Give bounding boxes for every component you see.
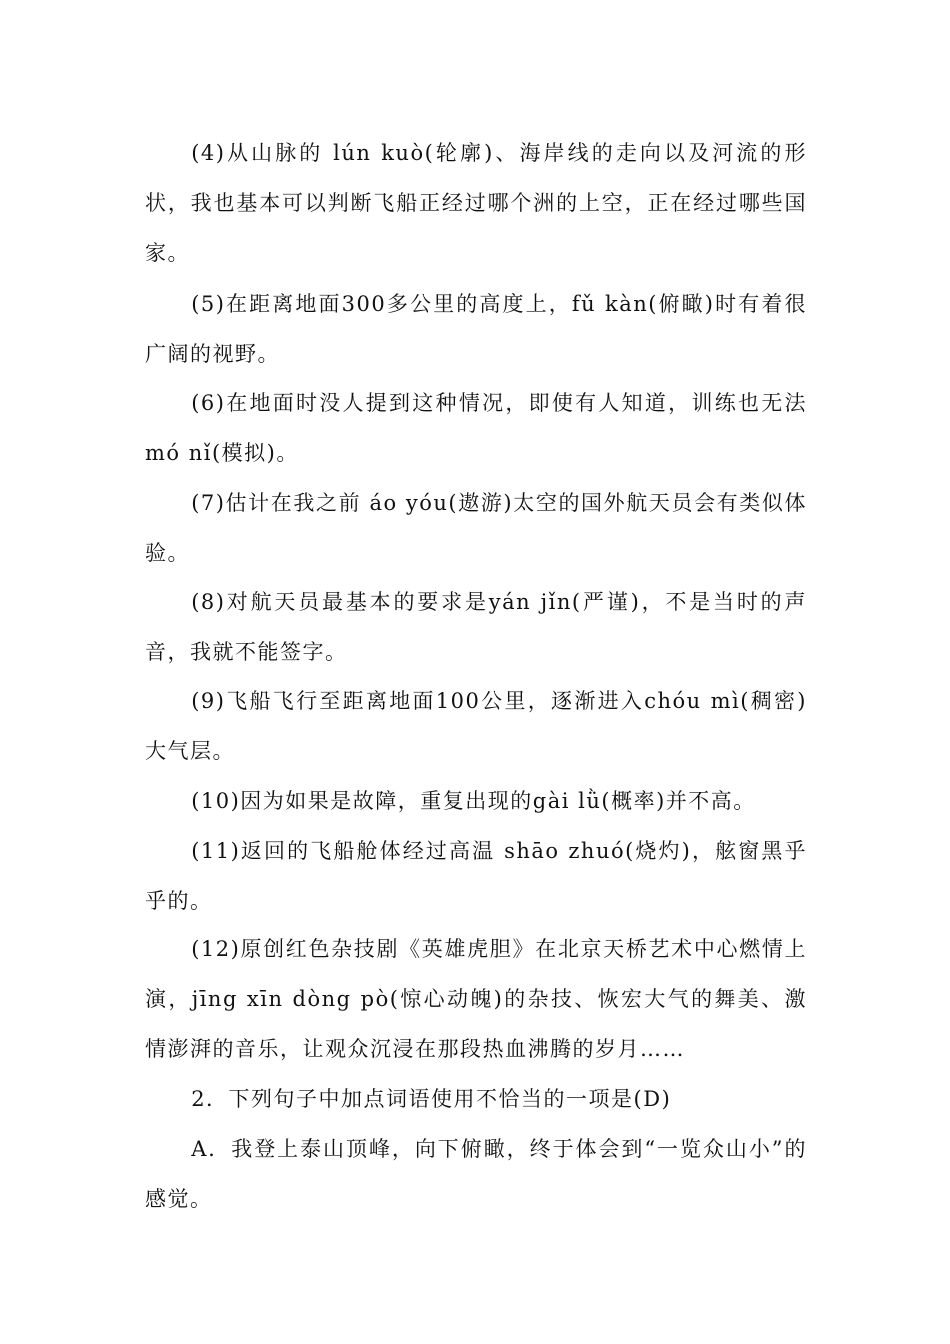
- question-2-option-a: A．我登上泰山顶峰，向下俯瞰，终于体会到“一览众山小”的感觉。: [145, 1137, 807, 1211]
- paragraph-item-12: (12)原创红色杂技剧《英雄虎胆》在北京天桥艺术中心燃情上演，jīng xīn dòng pò(惊心动魄)的杂技、恢宏大气的舞美、激情澎湃的音乐，让观众沉浸在那段热血沸腾的岁月……: [145, 937, 807, 1061]
- paragraph-item-11: (11)返回的飞船舱体经过高温 shāo zhuó(烧灼)，舷窗黑乎乎的。: [145, 839, 807, 913]
- paragraph-item-5: (5)在距离地面300多公里的高度上，fǔ kàn(俯瞰)时有着很广阔的视野。: [145, 292, 807, 366]
- paragraph-item-4: (4)从山脉的 lún kuò(轮廓)、海岸线的走向以及河流的形状，我也基本可以判断飞船正经过哪个洲的上空，正在经过哪些国家。: [145, 141, 807, 265]
- paragraph-item-6: (6)在地面时没人提到这种情况，即使有人知道，训练也无法mó nǐ(模拟)。: [145, 391, 807, 465]
- question-2-stem: 2．下列句子中加点词语使用不恰当的一项是(D): [191, 1087, 672, 1111]
- paragraph-item-10: (10)因为如果是故障，重复出现的gài lǜ(概率)并不高。: [191, 789, 756, 813]
- paragraph-item-8: (8)对航天员最基本的要求是yán jǐn(严谨)，不是当时的声音，我就不能签字。: [145, 590, 807, 664]
- paragraph-item-9: (9)飞船飞行至距离地面100公里，逐渐进入chóu mì(稠密)大气层。: [145, 689, 807, 763]
- paragraph-item-7: (7)估计在我之前 áo yóu(遨游)太空的国外航天员会有类似体验。: [145, 491, 807, 565]
